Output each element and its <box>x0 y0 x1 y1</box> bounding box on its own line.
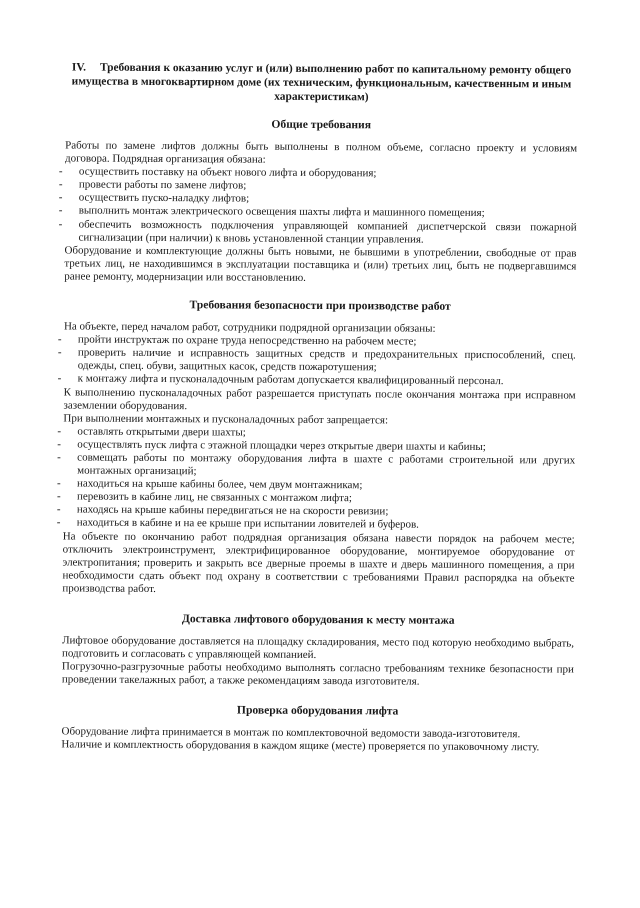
list-item: - совмещать работы по монтажу оборудования лифта в шахте с работами строительной или других монтажных организаций; <box>63 451 575 480</box>
list-item: - обеспечить возможность подключения управляющей компанией диспетчерской связи пожарной сигнализации (при наличии) к вновь установленной станции управления. <box>65 218 577 247</box>
list-item: - осуществить пуско-наладку лифтов; <box>65 192 577 208</box>
list-item: - к монтажу лифта и пусконаладочным работам допускается квалифицированный персонал. <box>64 373 576 389</box>
inspection-paragraph-2: Наличие и комплектность оборудования в каждом ящике (месте) проверяется по упаковочному листу. <box>61 738 540 754</box>
inspection-title: Проверка оборудования лифта <box>236 703 399 718</box>
list-item: - находиться на крыше кабины более, чем двум монтажникам; <box>63 478 575 494</box>
safety-commissioning-paragraph: К выполнению пусконаладочных работ разрешается приступать после окончания монтажа при исправном заземлении оборудования. <box>63 385 576 412</box>
list-item: - пройти инструктаж по охране труда непосредственно на рабочем месте; <box>64 334 576 350</box>
delivery-paragraph-2: Погрузочно-разгрузочные работы необходимо выполнять согласно требованиям технике безопасности при проведении такелажных работ, а также рекомендациям завода изготовителя. <box>61 660 574 688</box>
list-item: - выполнить монтаж электрического освещения шахты лифта и машинного помещения; <box>65 205 577 221</box>
list-item: - осуществить поставку на объект нового лифта и оборудования; <box>65 166 577 182</box>
section-number: IV. <box>71 61 87 74</box>
safety-requirements-title: Требования безопасности при производстве работ <box>189 298 451 313</box>
list-item: - осуществлять пуск лифта с этажной площадки через открытые двери шахты и кабины; <box>63 438 575 454</box>
inspection-paragraph-1: Оборудование лифта принимается в монтаж по комплектовочной ведомости завода-изготовителя. <box>61 725 521 741</box>
list-item: - проверить наличие и исправность защитных средств и предохранительных приспособлений, спец. одежды, спец. обуви, защитных касок, средств пожаротушения; <box>64 347 576 376</box>
delivery-title: Доставка лифтового оборудования к месту монтажа <box>181 612 455 627</box>
section-heading-text: Требования к оказанию услуг и (или) выполнению работ по капитальному ремонту общего имущества в многоквартирном доме (их техническим, функциональным, качественным и иным характеристикам) <box>71 61 572 104</box>
list-item: - находиться в кабине и на ее крыше при испытании ловителей и буферов. <box>63 517 575 533</box>
general-intro: Работы по замене лифтов должны быть выполнены в полном объеме, согласно проекту и условиям договора. Подрядная организация обязана: <box>64 139 578 166</box>
general-requirements-title: Общие требования <box>271 117 372 132</box>
general-outro: Оборудование и комплектующие должны быть новыми, не бывшими в употреблении, свободные от прав третьих лиц, не находившимся в эксплуатации поставщика и (или) третьих лиц, быть не подвергавшимся ранее ремонту, модернизации или восстановлению. <box>64 244 577 284</box>
list-item: - перевозить в кабине лиц, не связанных с монтажом лифта; <box>63 491 575 507</box>
list-item: - провести работы по замене лифтов; <box>65 179 577 195</box>
section-heading <box>65 60 577 105</box>
list-item: - находясь на крыше кабины передвигаться не на скорости ревизии; <box>63 504 575 520</box>
safety-obligations-list <box>64 334 576 390</box>
safety-completion-paragraph: На объекте по окончанию работ подрядная организация обязана навести порядок на рабочем месте; отключить электроинструмент, электрифицированное оборудование, монтируемое оборудование от электропитания; проверить и закрыть все дверные проемы в шахте и дверь машинного помещения, а при необходимости сдать объект под охрану в соответствии с требованиями Правил распорядка на объекте производства работ. <box>62 529 575 595</box>
delivery-paragraph-1: Лифтовое оборудование доставляется на площадку складирования, место под которую необходимо выбрать, подготовить и согласовать с управляющей компанией. <box>61 634 575 662</box>
safety-prohibited-list <box>63 425 576 533</box>
safety-intro: На объекте, перед началом работ, сотрудники подрядной организации обязаны: <box>63 320 436 335</box>
list-item: - оставлять открытыми двери шахты; <box>63 425 575 441</box>
general-obligations-list <box>65 166 577 248</box>
safety-prohibited-intro: При выполнении монтажных и пусконаладочных работ запрещается: <box>63 412 389 427</box>
